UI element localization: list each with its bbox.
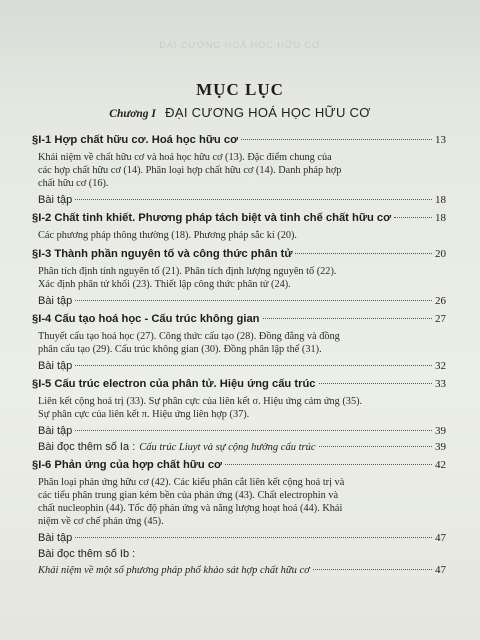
subentry-title: Bài đọc thêm số Ia : <box>38 441 136 453</box>
page-number: 47 <box>435 564 446 576</box>
description-line: Khái niệm về chất hữu cơ và hoá học hữu cơ (13). Đặc điểm chung của <box>38 152 332 163</box>
toc-entries <box>32 128 446 576</box>
section-title: §I-6 Phản ứng của hợp chất hữu cơ <box>32 459 223 471</box>
dot-leader <box>75 300 432 301</box>
section-title: §I-3 Thành phần nguyên tố và công thức phân tử <box>32 248 293 260</box>
description-line: Sự phân cực của liên kết π. Hiệu ứng liên hợp (37). <box>38 409 250 420</box>
subentry-title: Bài tập <box>38 425 73 437</box>
section-title: §I-1 Hợp chất hữu cơ. Hoá học hữu cơ <box>32 134 239 146</box>
toc-subentry[interactable] <box>32 360 446 372</box>
page-number: 18 <box>435 194 446 206</box>
toc-section[interactable] <box>32 459 446 471</box>
dot-leader <box>75 537 432 538</box>
toc-subentry[interactable] <box>32 295 446 307</box>
section-title: §I-4 Cấu tạo hoá học - Cấu trúc không gian <box>32 313 260 325</box>
description-line: các tiểu phân trung gian kém bền của phản ứng (43). Chất electrophin và <box>38 490 339 501</box>
toc-subentry[interactable] <box>32 194 446 206</box>
toc-section[interactable] <box>32 212 446 224</box>
subentry-title: Bài tập <box>38 295 73 307</box>
page-number: 26 <box>435 295 446 307</box>
toc-subentry[interactable] <box>32 425 446 437</box>
dot-leader <box>295 253 432 254</box>
description-line: niệm về cơ chế phản ứng (45). <box>38 516 164 527</box>
dot-leader <box>225 464 432 465</box>
dot-leader <box>319 383 432 384</box>
description-line: Xác định phân tử khối (23). Thiết lập công thức phân tử (24). <box>38 279 291 290</box>
page-number: 27 <box>435 313 446 325</box>
section-description <box>38 265 446 291</box>
page-number: 47 <box>435 532 446 544</box>
subentry-title: Bài tập <box>38 360 73 372</box>
dot-leader <box>263 318 433 319</box>
page-number: 42 <box>435 459 446 471</box>
section-description <box>38 229 446 242</box>
description-line: phân cấu tạo (29). Cấu trúc không gian (30). Đồng phân lập thể (31). <box>38 344 322 355</box>
page-number: 33 <box>435 378 446 390</box>
chapter-heading <box>0 105 480 121</box>
description-line: chất hữu cơ (16). <box>38 178 109 189</box>
page-number: 32 <box>435 360 446 372</box>
toc-subentry[interactable] <box>32 548 446 560</box>
toc-section[interactable] <box>32 378 446 390</box>
section-title: §I-2 Chất tinh khiết. Phương pháp tách biệt và tinh chế chất hữu cơ <box>32 212 392 224</box>
page-number: 13 <box>435 134 446 146</box>
description-line: Phân tích định tính nguyên tố (21). Phân tích định lượng nguyên tố (22). <box>38 266 337 277</box>
dot-leader <box>75 430 432 431</box>
dot-leader <box>394 217 432 218</box>
subentry-title: Bài đọc thêm số Ib : <box>38 548 136 560</box>
description-line: Thuyết cấu tạo hoá học (27). Công thức cấu tạo (28). Đồng đẳng và đồng <box>38 331 340 342</box>
dot-leader <box>75 365 432 366</box>
section-description <box>38 476 446 528</box>
dot-leader <box>241 139 432 140</box>
toc-section[interactable] <box>32 134 446 146</box>
description-line: Liên kết cộng hoá trị (33). Sự phân cực của liên kết σ. Hiệu ứng cảm ứng (35). <box>38 396 363 407</box>
dot-leader <box>313 569 432 570</box>
ghost-header: ĐẠI CƯƠNG HOÁ HỌC HỮU CƠ <box>159 40 321 50</box>
toc-section[interactable] <box>32 248 446 260</box>
section-description <box>38 151 446 190</box>
toc-subentry[interactable] <box>32 564 446 576</box>
section-description <box>38 395 446 421</box>
chapter-title: ĐẠI CƯƠNG HOÁ HỌC HỮU CƠ <box>165 105 371 120</box>
subentry-title: Bài tập <box>38 194 73 206</box>
description-line: các hợp chất hữu cơ (14). Phân loại hợp chất hữu cơ (14). Danh pháp hợp <box>38 165 342 176</box>
toc-section[interactable] <box>32 313 446 325</box>
subentry-italic-title: Cấu trúc Liuyt và sự cộng hưởng cấu trúc <box>139 442 316 453</box>
page-number: 39 <box>435 425 446 437</box>
section-description <box>38 330 446 356</box>
section-title: §I-5 Cấu trúc electron của phân tử. Hiệu ứng cấu trúc <box>32 378 316 390</box>
page-number: 18 <box>435 212 446 224</box>
page-title: MỤC LỤC <box>196 80 284 99</box>
dot-leader <box>319 446 432 447</box>
description-line: chất nucleophin (44). Tốc độ phản ứng và năng lượng hoạt hoá (44). Khái <box>38 503 343 514</box>
description-line: Các phương pháp thông thường (18). Phương pháp sắc kí (20). <box>38 230 298 241</box>
description-line: Phân loại phản ứng hữu cơ (42). Các kiểu phân cắt liên kết cộng hoá trị và <box>38 477 345 488</box>
toc-subentry[interactable] <box>32 441 446 453</box>
subentry-title: Bài tập <box>38 532 73 544</box>
subentry-italic-title: Khái niệm về một số phương pháp phổ khảo sát hợp chất hữu cơ <box>38 565 310 576</box>
page-number: 20 <box>435 248 446 260</box>
toc-subentry[interactable] <box>32 532 446 544</box>
dot-leader <box>75 199 432 200</box>
chapter-label: Chương I <box>109 108 156 120</box>
page-number: 39 <box>435 441 446 453</box>
